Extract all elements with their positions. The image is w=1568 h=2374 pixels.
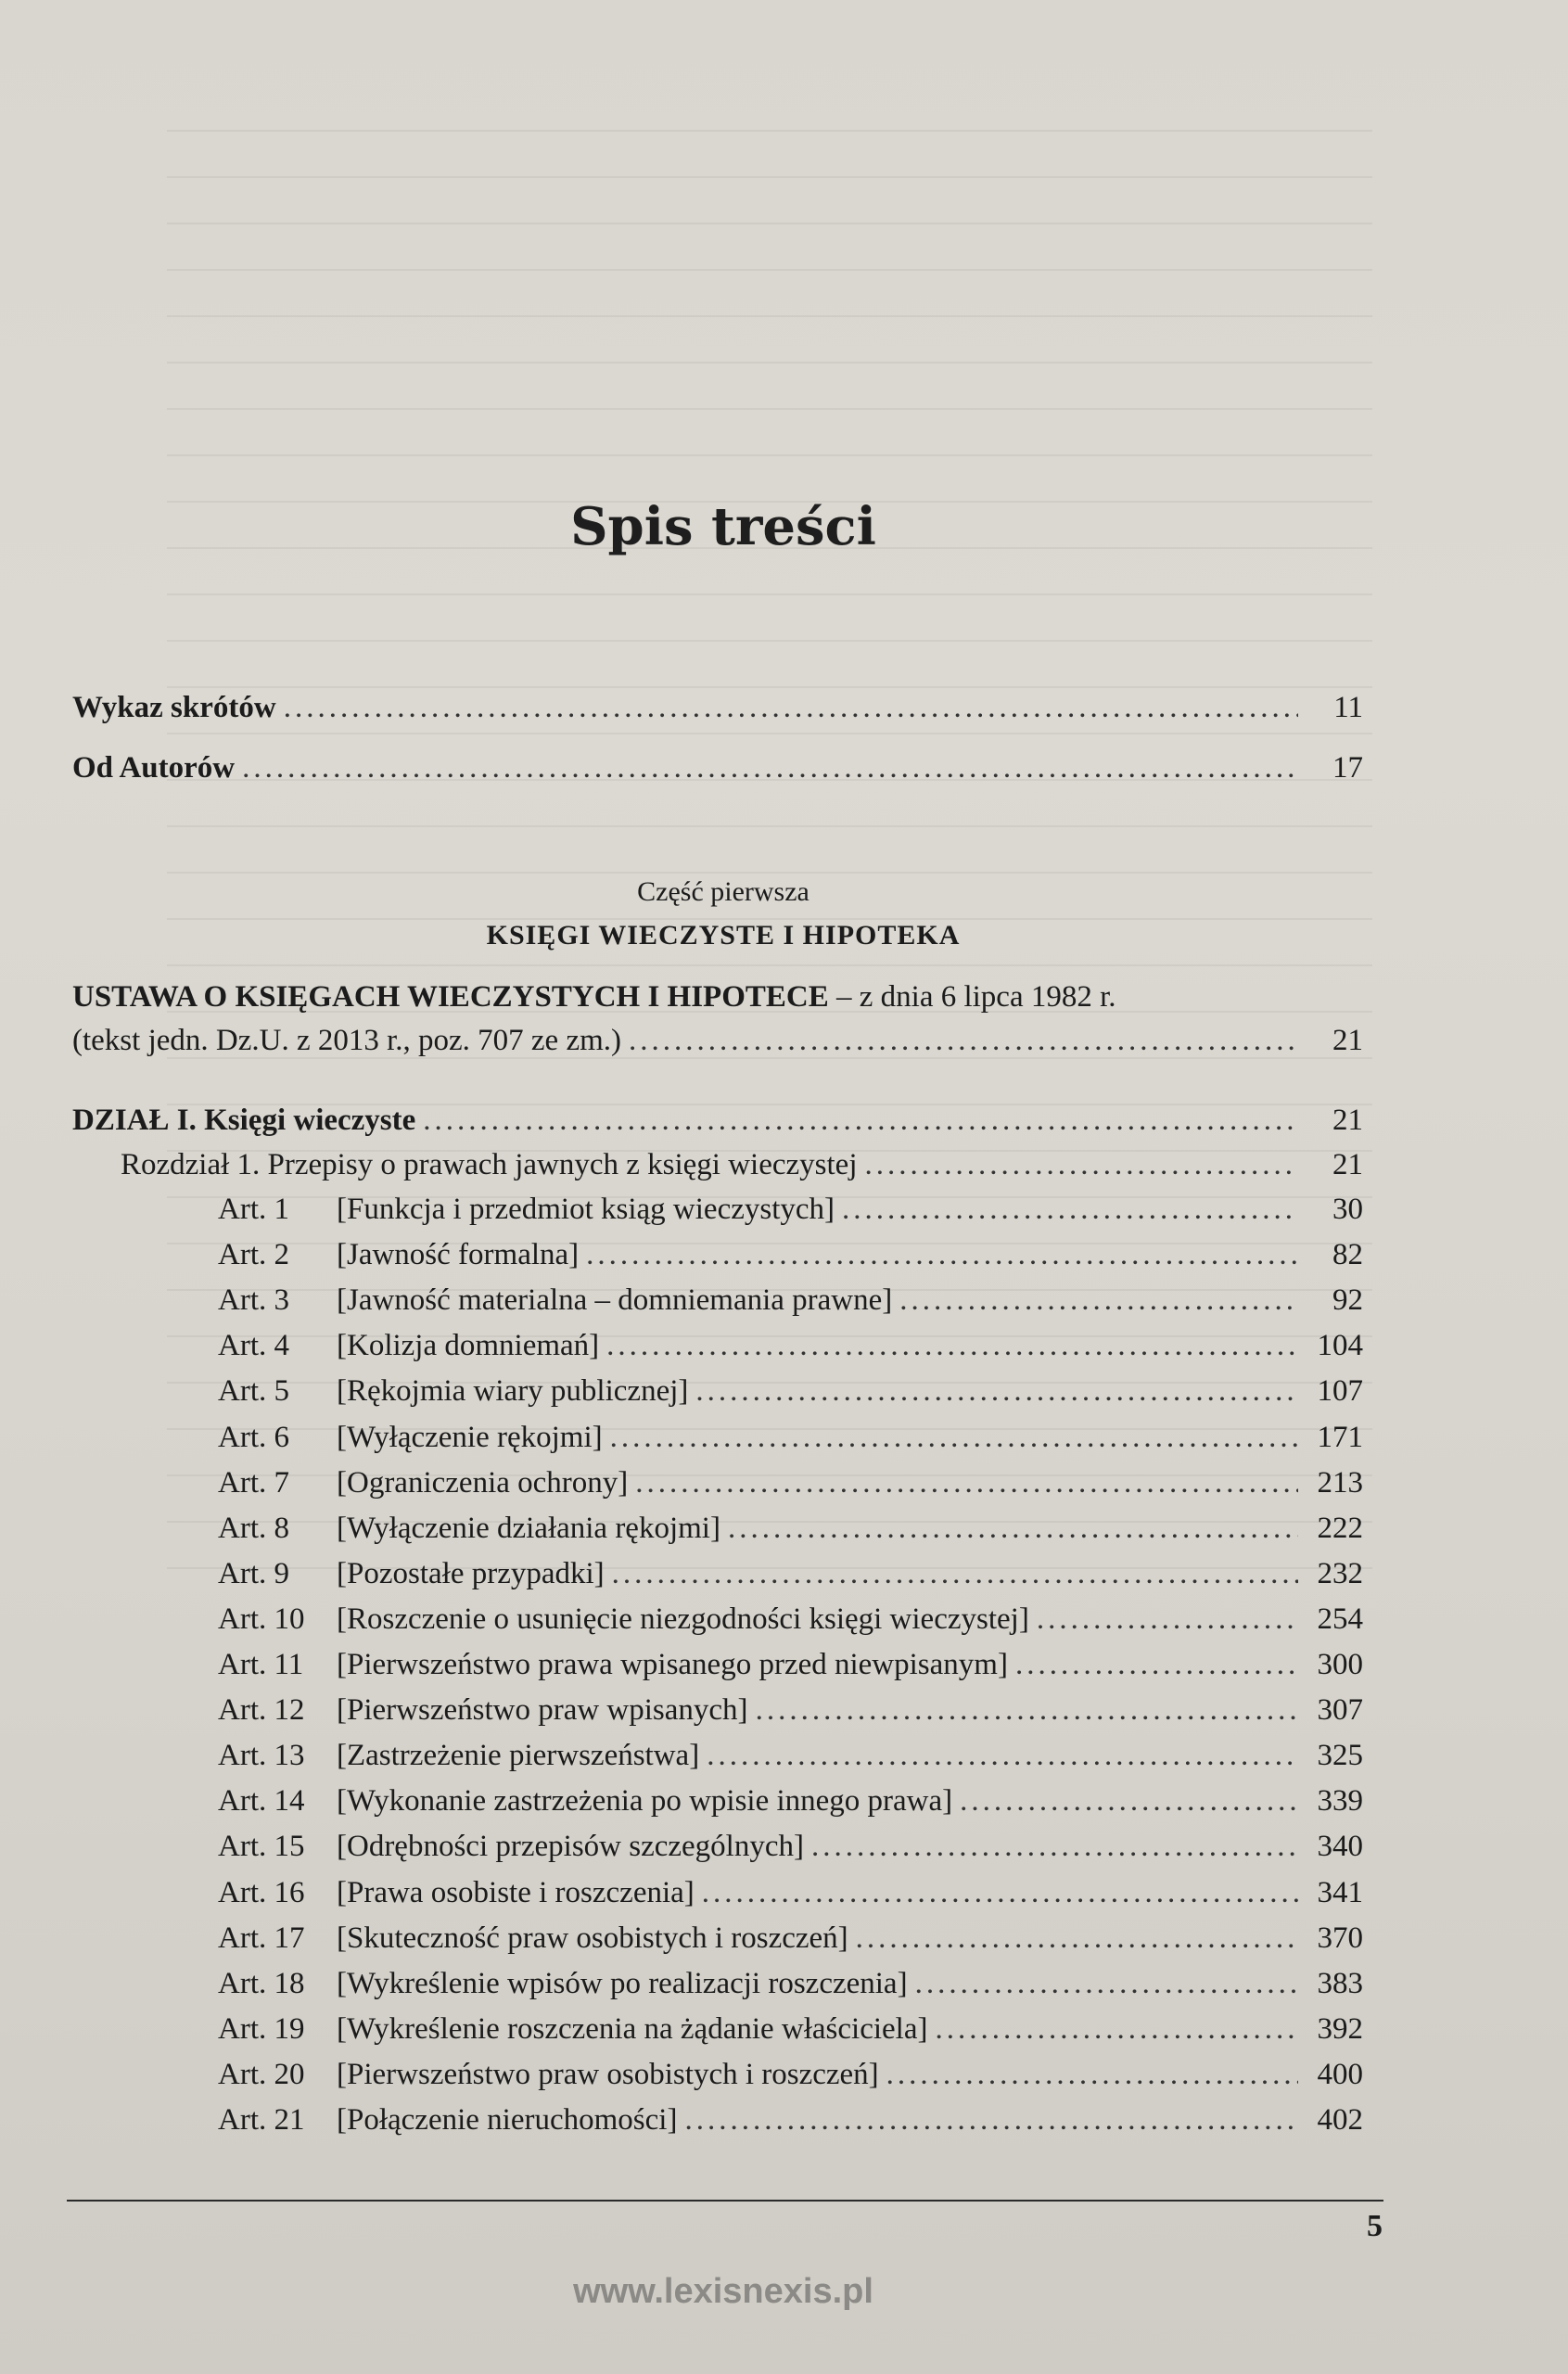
article-number: Art. 4 [218, 1329, 289, 1363]
article-number: Art. 13 [218, 1739, 305, 1773]
toc-entry-page: 341 [1317, 1875, 1363, 1909]
dot-leader [612, 1557, 1298, 1591]
statute-date: – z dnia 6 lipca 1982 r. [828, 980, 1116, 1014]
article-number: Art. 12 [218, 1693, 305, 1728]
toc-entry-article [218, 2103, 1363, 2138]
article-title: [Ograniczenia ochrony] [337, 1465, 629, 1500]
dot-leader [842, 1193, 1298, 1227]
dot-leader [629, 1024, 1298, 1058]
toc-entry-page: 171 [1317, 1420, 1363, 1454]
article-title: [Jawność formalna] [337, 1238, 580, 1272]
dot-leader [728, 1512, 1298, 1546]
toc-entry-page: 104 [1317, 1329, 1363, 1363]
toc-entry-article [218, 1876, 1363, 1910]
article-number: Art. 10 [218, 1602, 305, 1636]
article-number: Art. 15 [218, 1830, 305, 1864]
article-title: [Prawa osobiste i roszczenia] [337, 1875, 695, 1909]
dot-leader [610, 1421, 1298, 1455]
article-number: Art. 6 [218, 1420, 289, 1454]
article-title: [Skuteczność praw osobistych i roszczeń] [337, 1921, 848, 1955]
toc-entry-label: Od Autorów [72, 751, 236, 785]
dot-leader [960, 1784, 1298, 1819]
article-number: Art. 21 [218, 2103, 305, 2137]
toc-entry-page: 232 [1317, 1556, 1363, 1590]
article-number: Art. 1 [218, 1193, 289, 1226]
article-title: [Pierwszeństwo praw osobistych i roszczeń] [337, 2057, 879, 2091]
toc-entry-page: 307 [1317, 1693, 1363, 1728]
toc-entry-article [218, 1557, 1363, 1591]
toc-entry-statute [72, 1024, 1363, 1058]
dot-leader [284, 691, 1298, 725]
toc-entry-article [218, 1602, 1363, 1637]
toc-entry-article [218, 1193, 1363, 1227]
dot-leader [1037, 1602, 1298, 1637]
article-title: [Roszczenie o usunięcie niezgodności księgi wieczystej] [337, 1602, 1029, 1636]
toc-entry-article [218, 1648, 1363, 1682]
dot-leader [695, 1374, 1298, 1409]
toc-entry-article [218, 1512, 1363, 1546]
toc-entry-page: 17 [1332, 751, 1363, 785]
article-number: Art. 18 [218, 1966, 305, 2000]
toc-entry-page: 30 [1332, 1193, 1363, 1226]
article-title: [Wykreślenie roszczenia na żądanie właściciela] [337, 2011, 928, 2046]
footer-rule [67, 2200, 1383, 2202]
toc-entry-article [218, 1967, 1363, 2001]
article-title: [Kolizja domniemań] [337, 1329, 600, 1363]
statute-source: (tekst jedn. Dz.U. z 2013 r., poz. 707 ze zm.) [72, 1024, 622, 1057]
toc-entry-article [218, 1283, 1363, 1318]
article-number: Art. 19 [218, 2011, 305, 2046]
toc-entry-page: 300 [1317, 1648, 1363, 1681]
article-title: [Wykonanie zastrzeżenia po wpisie innego prawa] [337, 1784, 953, 1819]
page-number: 5 [1367, 2209, 1383, 2243]
toc-entry-page: 107 [1317, 1374, 1363, 1409]
dot-leader [423, 1104, 1298, 1138]
toc-entry-page: 325 [1317, 1739, 1363, 1773]
toc-entry-page: 21 [1332, 1024, 1363, 1057]
toc-entry-article [218, 1329, 1363, 1363]
toc-entry-page: 402 [1317, 2103, 1363, 2137]
publisher-website: www.lexisnexis.pl [573, 2272, 873, 2311]
dot-leader [864, 1148, 1298, 1182]
toc-entry-page: 254 [1317, 1602, 1363, 1636]
article-number: Art. 8 [218, 1511, 289, 1545]
article-number: Art. 7 [218, 1465, 289, 1500]
toc-entry-page: 82 [1332, 1238, 1363, 1272]
article-title: [Pozostałe przypadki] [337, 1556, 605, 1590]
toc-entry-page: 339 [1317, 1784, 1363, 1819]
toc-entry-page: 21 [1332, 1148, 1363, 1181]
toc-entry-article [218, 1784, 1363, 1819]
article-number: Art. 2 [218, 1238, 289, 1272]
toc-entry-page: 21 [1332, 1104, 1363, 1137]
dot-leader [684, 2103, 1298, 2138]
article-title: [Odrębności przepisów szczególnych] [337, 1830, 804, 1864]
toc-entry-page: 383 [1317, 1966, 1363, 2000]
dot-leader [811, 1830, 1298, 1864]
dot-leader [586, 1238, 1298, 1272]
article-title: [Jawność materialna – domniemania prawne] [337, 1283, 893, 1318]
toc-entry-article [218, 1693, 1363, 1728]
dot-leader [856, 1921, 1298, 1956]
article-title: [Zastrzeżenie pierwszeństwa] [337, 1739, 700, 1773]
toc-entry-page: 370 [1317, 1921, 1363, 1955]
toc-entry-page: 400 [1317, 2057, 1363, 2091]
toc-entry-article [218, 2012, 1363, 2047]
chapter-label: Rozdział 1. Przepisy o prawach jawnych z księgi wieczystej [121, 1148, 858, 1181]
toc-entry-page: 11 [1333, 691, 1363, 724]
toc-entry-division [72, 1104, 1363, 1138]
toc-entry-article [218, 1466, 1363, 1500]
dot-leader [935, 2012, 1298, 2047]
toc-entry-authors [72, 751, 1363, 785]
toc-entry-abbreviations [72, 691, 1363, 725]
toc-entry-article [218, 2058, 1363, 2092]
toc-entry-article [218, 1421, 1363, 1455]
dot-leader [886, 2058, 1298, 2092]
toc-entry-article [218, 1238, 1363, 1272]
article-title: [Wyłączenie działania rękojmi] [337, 1511, 720, 1545]
article-title: [Pierwszeństwo praw wpisanych] [337, 1693, 748, 1728]
dot-leader [606, 1329, 1298, 1363]
article-number: Art. 5 [218, 1374, 289, 1409]
article-number: Art. 14 [218, 1784, 305, 1819]
dot-leader [899, 1283, 1298, 1318]
article-number: Art. 20 [218, 2057, 305, 2091]
toc-entry-article [218, 1921, 1363, 1956]
page-title: Spis treści [570, 496, 876, 557]
dot-leader [707, 1739, 1298, 1773]
toc-entry-page: 392 [1317, 2011, 1363, 2046]
article-title: [Połączenie nieruchomości] [337, 2103, 678, 2137]
article-number: Art. 17 [218, 1921, 305, 1955]
statute-title: USTAWA O KSIĘGACH WIECZYSTYCH I HIPOTECE [72, 980, 829, 1014]
toc-entry-page: 213 [1317, 1465, 1363, 1500]
article-title: [Pierwszeństwo prawa wpisanego przed niewpisanym] [337, 1648, 1008, 1681]
dot-leader [702, 1876, 1298, 1910]
toc-entry-article [218, 1830, 1363, 1864]
dot-leader [242, 751, 1298, 785]
toc-entry-page: 222 [1317, 1511, 1363, 1545]
dot-leader [1015, 1648, 1298, 1682]
part-label: Część pierwsza [637, 876, 809, 907]
article-number: Art. 3 [218, 1283, 289, 1318]
toc-entry-article [218, 1374, 1363, 1409]
toc-entry-page: 92 [1332, 1283, 1363, 1318]
article-number: Art. 16 [218, 1875, 305, 1909]
dot-leader [915, 1967, 1298, 2001]
statute-title-line [72, 980, 1116, 1015]
toc-entry-label: Wykaz skrótów [72, 691, 276, 724]
article-title: [Wyłączenie rękojmi] [337, 1420, 603, 1454]
toc-entry-article [218, 1739, 1363, 1773]
article-number: Art. 9 [218, 1556, 289, 1590]
article-title: [Funkcja i przedmiot ksiąg wieczystych] [337, 1193, 835, 1226]
article-title: [Rękojmia wiary publicznej] [337, 1374, 689, 1409]
toc-entry-chapter [121, 1148, 1363, 1182]
dot-leader [635, 1466, 1298, 1500]
article-title: [Wykreślenie wpisów po realizacji roszczenia] [337, 1966, 908, 2000]
part-title: KSIĘGI WIECZYSTE I HIPOTEKA [486, 920, 961, 951]
dot-leader [756, 1693, 1298, 1728]
toc-entry-page: 340 [1317, 1830, 1363, 1864]
division-label: DZIAŁ I. Księgi wieczyste [72, 1104, 416, 1137]
article-number: Art. 11 [218, 1648, 304, 1681]
